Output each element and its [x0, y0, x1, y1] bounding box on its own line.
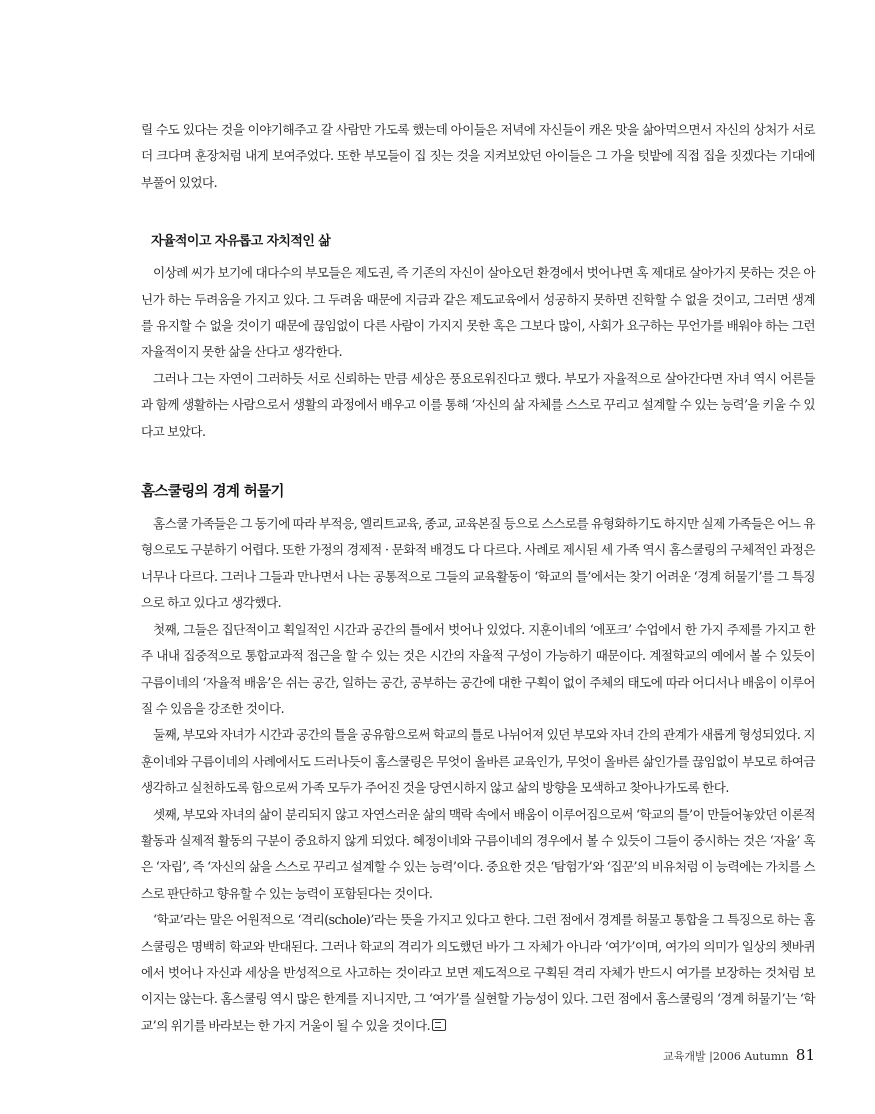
- subheading-autonomous-life: 자율적이고 자유롭고 자치적인 삶: [151, 234, 331, 250]
- paragraph-final-text: ‘학교’라는 말은 어원적으로 ‘격리(schole)’라는 뜻을 가지고 있다고 한다. 그런 점에서 경계를 허물고 통합을 그 특징으로 하는 홈스쿨링은 명백히 학교와 반대된다. 그러나 학교의 격리가 의도했던 바가 그 자체가 아니라 ‘여가’이며, 여가의 의미가 일상의 쳇바퀴에서 벗어나 자신과 세상을 반성적으로 사고하는 것이라고 보면 제도적으로 구획된 격리 자체가 반드시 여가를 보장하는 것처럼 보이지는 않는다. 홈스쿨링 역시 많은 한계를 지니지만, 그 ‘여가’를 실현할 가능성이 있다. 그런 점에서 홈스쿨링의 ‘경계 허물기’는 ‘학교’의 위기를 바라보는 한 가지 거울이 될 수 있을 것이다.: [141, 912, 815, 1033]
- paragraph: 셋째, 부모와 자녀의 삶이 분리되지 않고 자연스러운 삶의 맥락 속에서 배움이 이루어짐으로써 ‘학교의 틀’이 만들어놓았던 이론적 활동과 실제적 활동의 구분이 중요하지 않게 되었다. 혜정이네와 구름이네의 경우에서 볼 수 있듯이 그들이 중시하는 것은 ‘자율’ 혹은 ‘자립’, 즉 ‘자신의 삶을 스스로 꾸리고 설계할 수 있는 능력’이다. 중요한 것은 ‘탐험가’와 ‘집꾼’의 비유처럼 이 능력에는 가치를 스스로 판단하고 향유할 수 있는 능력이 포함된다는 것이다.: [141, 806, 815, 901]
- issue-label: 2006 Autumn: [712, 1050, 789, 1063]
- paragraph: 홈스쿨 가족들은 그 동기에 따라 부적응, 엘리트교육, 종교, 교육본질 등으로 스스로를 유형화하기도 하지만 실제 가족들은 어느 유형으로도 구분하기 어렵다. 또한 가정의 경제적 · 문화적 배경도 다 다르다. 사례로 제시된 세 가족 역시 홈스쿨링의 구체적인 과정은 너무나 다르다. 그러나 그들과 만나면서 나는 공통적으로 그들의 교육활동이 ‘학교의 틀’에서는 찾기 어려운 ‘경계 허물기’를 그 특징으로 하고 있다고 생각했다.: [141, 516, 815, 611]
- paragraph: 첫째, 그들은 집단적이고 획일적인 시간과 공간의 틀에서 벗어나 있었다. 지훈이네의 ‘에포크’ 수업에서 한 가지 주제를 가지고 한 주 내내 집중적으로 통합교과적 접근을 할 수 있는 것은 시간의 자율적 구성이 가능하기 때문이다. 계절학교의 예에서 볼 수 있듯이 구름이네의 ‘자율적 배움’은 쉬는 공간, 일하는 공간, 공부하는 공간에 대한 구획이 없이 주체의 태도에 따라 어디서나 배움이 이루어질 수 있음을 강조한 것이다.: [141, 621, 815, 716]
- page-footer: [663, 1046, 815, 1064]
- paragraph: 이상례 씨가 보기에 대다수의 부모들은 제도권, 즉 기존의 자신이 살아오던 환경에서 벗어나면 혹 제대로 살아가지 못하는 것은 아닌가 하는 두려움을 가지고 있다. 그 두려움 때문에 지금과 같은 제도교육에서 성공하지 못하면 진학할 수 없을 것이고, 그러면 생계를 유지할 수 없을 것이기 때문에 끊임없이 다른 사람이 가지지 못한 혹은 그보다 많이, 사회가 요구하는 무언가를 배워야 하는 그런 자율적이지 못한 삶을 산다고 생각한다.: [141, 265, 815, 360]
- paragraph: 그러나 그는 자연이 그러하듯 서로 신뢰하는 만큼 세상은 풍요로워진다고 했다. 부모가 자율적으로 살아간다면 자녀 역시 어른들과 함께 생활하는 사람으로서 생활의 과정에서 배우고 이를 통해 ‘자신의 삶 자체를 스스로 꾸리고 설계할 수 있는 능력’을 키울 수 있다고 보았다.: [141, 370, 815, 439]
- footer-separator: |: [709, 1050, 713, 1063]
- paragraph-final: [141, 907, 815, 1039]
- journal-name: 교육개발: [663, 1050, 706, 1063]
- paragraph-continued: 릴 수도 있다는 것을 이야기해주고 갈 사람만 가도록 했는데 아이들은 저녁에 자신들이 캐온 맛을 삶아먹으면서 자신의 상처가 서로 더 크다며 훈장처럼 내게 보여주었다. 또한 부모들이 집 짓는 것을 지켜보았던 아이들은 그 가을 텃밭에 직접 집을 짓겠다는 기대에 부풀어 있었다.: [141, 122, 815, 190]
- section-heading-breaking-boundaries: 홈스쿨링의 경계 허물기: [141, 484, 284, 501]
- end-of-article-icon: [432, 1019, 446, 1031]
- page-number: 81: [795, 1046, 815, 1064]
- paragraph: 둘째, 부모와 자녀가 시간과 공간의 틀을 공유함으로써 학교의 틀로 나뉘어져 있던 부모와 자녀 간의 관계가 새롭게 형성되었다. 지훈이네와 구름이네의 사례에서도 드러나듯이 홈스쿨링은 무엇이 올바른 교육인가, 무엇이 올바른 삶인가를 끊임없이 부모로 하여금 생각하고 실천하도록 함으로써 가족 모두가 주어진 것을 당연시하지 않고 삶의 방향을 모색하고 찾아나가도록 한다.: [141, 727, 815, 796]
- article-body: [141, 117, 815, 1039]
